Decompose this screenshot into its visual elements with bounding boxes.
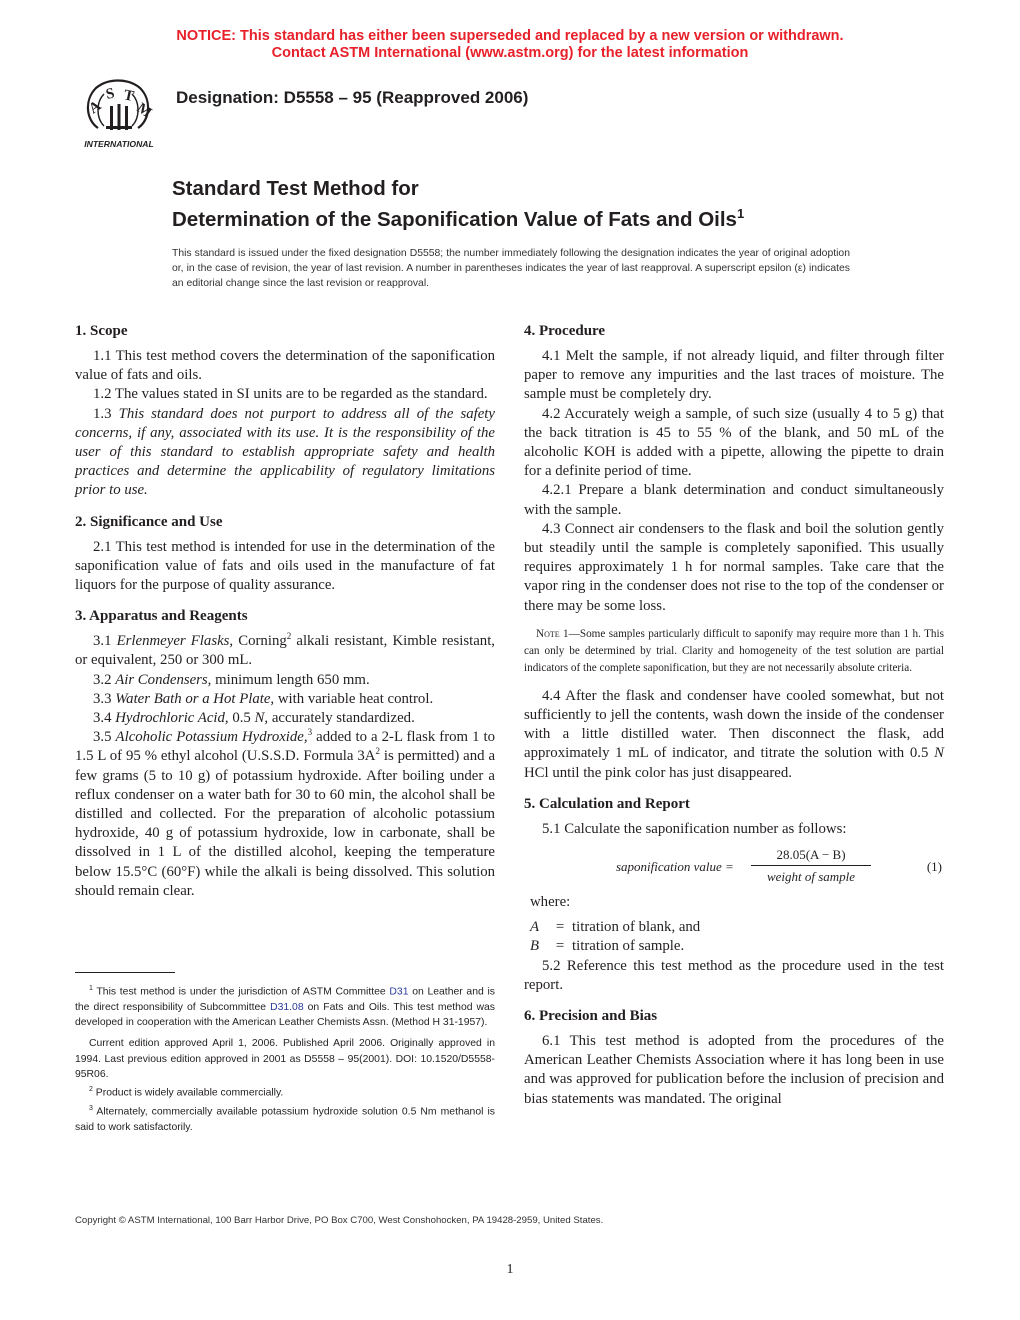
paragraph-3-2-number: 3.2 bbox=[93, 671, 112, 688]
astm-logo-stem bbox=[106, 104, 132, 130]
equation-fraction bbox=[751, 845, 871, 886]
paragraph-3-1-number: 3.1 bbox=[93, 633, 112, 650]
footnote-rule bbox=[75, 972, 175, 973]
paragraph-1-2: 1.2 The values stated in SI units are to be regarded as the standard. bbox=[93, 386, 488, 403]
normality-unit: N, bbox=[254, 710, 269, 727]
symbol-a: A bbox=[530, 919, 540, 936]
paragraph-3-2-text: minimum length 650 mm. bbox=[215, 671, 370, 688]
section-heading-calculation: 5. Calculation and Report bbox=[524, 795, 690, 812]
footnote-1-text-a: This test method is under the jurisdiction of ASTM Committee bbox=[96, 986, 386, 998]
concentration-value: 0.5 bbox=[232, 710, 251, 727]
title-footnote-mark: 1 bbox=[736, 206, 745, 221]
footnote-2-text: Product is widely available commercially. bbox=[95, 1087, 284, 1099]
astm-logo-caption: INTERNATIONAL bbox=[84, 139, 154, 149]
withdrawn-notice bbox=[0, 28, 1020, 62]
paragraph-4-3: 4.3 Connect air condensers to the flask and boil the solution gently but steadily until the sample is completely saponified. This usually requires approximately 1 h for normal samples. Take care that the vapor ring in the condenser does not rise to the top of the condenser or there may be some loss. bbox=[524, 520, 944, 614]
footnote-2 bbox=[75, 1082, 495, 1101]
paragraph-3-2 bbox=[75, 671, 495, 690]
title-line-2-text: Determination of the Saponification Value of Fats and Oils bbox=[172, 207, 737, 231]
term-alcoholic-potassium-hydroxide: Alcoholic Potassium Hydroxide, bbox=[115, 729, 308, 746]
corning-text: Corning bbox=[238, 633, 287, 650]
footnote-ref-2b: 2 bbox=[375, 746, 380, 757]
definition-a bbox=[530, 918, 944, 937]
designation: Designation: D5558 – 95 (Reapproved 2006) bbox=[176, 88, 529, 107]
svg-text:A: A bbox=[86, 97, 105, 118]
copyright: Copyright © ASTM International, 100 Barr Harbor Drive, PO Box C700, West Conshohocken, PA 19428-2959, United States. bbox=[75, 1215, 604, 1226]
paragraph-4-2-1: 4.2.1 Prepare a blank determination and conduct simultaneously with the sample. bbox=[524, 482, 944, 518]
paragraph-4-2: 4.2 Accurately weigh a sample, of such size (usually 4 to 5 g) that the back titration is 45 to 55 % of the blank, and 50 mL of the alcoholic KOH is added with a pipette, allowing the pipette to drain for a definite period of time. bbox=[524, 405, 944, 480]
footnote-1-mark: 1 bbox=[89, 985, 93, 992]
left-column bbox=[75, 322, 495, 901]
paragraph-3-5 bbox=[75, 728, 495, 901]
paragraph-4-4 bbox=[524, 687, 944, 783]
paragraph-4-1: 4.1 Melt the sample, if not already liquid, and filter through filter paper to remove any impurities and the last traces of moisture. The sample must be completely dry. bbox=[524, 348, 944, 403]
equation-numerator: 28.05(A − B) bbox=[751, 845, 871, 866]
section-heading-scope: 1. Scope bbox=[75, 323, 128, 339]
definition-b bbox=[530, 937, 944, 956]
paragraph-3-5-number: 3.5 bbox=[93, 729, 112, 746]
notice-line-1: NOTICE: This standard has either been superseded and replaced by a new version or withdrawn. bbox=[176, 28, 844, 44]
note-1 bbox=[524, 626, 944, 677]
definition-b-text: titration of sample. bbox=[572, 938, 685, 955]
term-air-condensers: Air Condensers, bbox=[115, 671, 212, 688]
paragraph-1-3-text: This standard does not purport to address all of the safety concerns, if any, associated with its use. It is the responsibility of the user of this standard to establish appropriate safety and health practices and determine the applicability of regulatory limitations prior to use. bbox=[75, 405, 495, 499]
term-hydrochloric-acid: Hydrochloric Acid, bbox=[115, 710, 229, 727]
paragraph-6-1: 6.1 This test method is adopted from the procedures of the American Leather Chemists Association where it has long been in use and was approved for publication before the inclusion of precision and bias statements was mandated. The original bbox=[524, 1033, 944, 1107]
note-1-label: Note 1 bbox=[536, 627, 569, 640]
paragraph-1-3-number: 1.3 bbox=[93, 405, 112, 422]
equation-denominator: weight of sample bbox=[766, 869, 856, 885]
equation-number: (1) bbox=[926, 859, 942, 875]
note-1-text: —Some samples particularly difficult to saponify may require more than 1 h. This can only be determined by trial. Clarity and homogeneity of the test solution are partial indicators of the complete saponification, but they are not necessarily absolute criteria. bbox=[524, 627, 944, 674]
paragraph-1-3 bbox=[75, 405, 495, 501]
paragraph-2-1: 2.1 This test method is intended for use in the determination of the saponification value of fats and oils used in the manufacture of fat liquors for the purpose of quality assurance. bbox=[75, 538, 495, 594]
equation-1 bbox=[524, 845, 944, 889]
committee-d31-link[interactable]: D31 bbox=[389, 986, 409, 998]
paragraph-5-1: 5.1 Calculate the saponification number as follows: bbox=[542, 820, 847, 837]
where-label: where: bbox=[530, 894, 571, 911]
svg-text:T: T bbox=[122, 87, 136, 105]
footnote-1-text-b: on Leather and is the direct responsibility of Subcommittee bbox=[75, 986, 495, 1013]
paragraph-3-4-text: accurately standardized. bbox=[271, 710, 415, 727]
paragraph-1-1: 1.1 This test method covers the determination of the saponification value of fats and oils. bbox=[75, 348, 495, 384]
footnote-ref-2: 2 bbox=[286, 631, 292, 642]
paragraph-5-2: 5.2 Reference this test method as the procedure used in the test report. bbox=[524, 957, 944, 993]
section-heading-apparatus: 3. Apparatus and Reagents bbox=[75, 608, 248, 625]
term-water-bath: Water Bath or a Hot Plate, bbox=[115, 690, 275, 707]
equation-lhs: saponification value = bbox=[616, 859, 734, 875]
subcommittee-d31-08-link[interactable]: D31.08 bbox=[270, 1001, 304, 1013]
paragraph-3-3-text: with variable heat control. bbox=[277, 690, 434, 707]
symbol-b: B bbox=[530, 938, 540, 955]
paragraph-3-5-text-a: added to a 2-L flask from 1 to 1.5 L of 95 % ethyl alcohol (U.S.S.D. Formula 3A bbox=[75, 729, 496, 765]
preamble: This standard is issued under the fixed designation D5558; the number immediately following the designation indicates the year of original adoption or, in the case of revision, the year of last revision. A number in parentheses indicates the year of last reapproval. A superscript epsilon (ε) indicates an editorial change since the last revision or reapproval. bbox=[172, 248, 850, 289]
paragraph-3-4-number: 3.4 bbox=[93, 710, 112, 727]
equals-sign-a: = bbox=[555, 919, 565, 936]
footnotes bbox=[75, 981, 495, 1135]
variable-definitions bbox=[530, 918, 944, 956]
paragraph-3-5-text-b: is permitted) and a few grams (5 to 10 g) of potassium hydroxide. After boiling under a reflux condenser on a water bath for 30 to 60 min, the alcohol shall be distilled and collected. For the preparation of alcoholic potassium hydroxide, 40 g of potassium hydroxide, low in carbonate, shall be dissolved in 1 L of the distilled alcohol, keeping the temperature below 15.5°C (60°F) while the alkali is being dissolved. This solution should remain clear. bbox=[75, 748, 496, 899]
footnote-ref-3: 3 bbox=[307, 727, 313, 738]
svg-text:S: S bbox=[104, 85, 116, 103]
paragraph-3-1-text: alkali resistant, Kimble resistant, or equivalent, 250 or 300 mL. bbox=[75, 633, 496, 669]
title-line-1: Standard Test Method for bbox=[172, 177, 419, 200]
footnote-3-mark: 3 bbox=[89, 1105, 93, 1113]
normality-unit-2: N bbox=[934, 745, 944, 762]
term-erlenmeyer-flasks: Erlenmeyer Flasks, bbox=[116, 633, 234, 650]
equals-sign-b: = bbox=[555, 938, 565, 955]
paragraph-3-3-number: 3.3 bbox=[93, 690, 112, 707]
footnote-3-text: Alternately, commercially available potassium hydroxide solution 0.5 Nm methanol is said to work satisfactorily. bbox=[75, 1106, 495, 1133]
document-title bbox=[172, 176, 744, 232]
footnote-1 bbox=[75, 981, 495, 1030]
title-line-2 bbox=[172, 201, 744, 232]
footnote-3 bbox=[75, 1101, 495, 1135]
page-number: 1 bbox=[506, 1262, 514, 1277]
paragraph-3-1 bbox=[75, 632, 495, 670]
paragraph-3-4 bbox=[75, 709, 495, 728]
svg-text:M: M bbox=[133, 100, 155, 122]
footnote-1-text-c: on Fats and Oils. This test method was developed in cooperation with the American Leather Chemists Assn. (Method H 31-1957). bbox=[75, 1001, 496, 1029]
notice-line-2: Contact ASTM International (www.astm.org) for the latest information bbox=[271, 45, 749, 61]
paragraph-4-4-text-a: 4.4 After the flask and condenser have cooled somewhat, but not sufficiently to jell the contents, wash down the inside of the condenser with a little distilled water. Then disconnect the flask, add approximately 1 mL of indicator, and titrate the solution with 0.5 bbox=[524, 687, 944, 762]
footnote-2-mark: 2 bbox=[89, 1086, 93, 1094]
section-heading-precision: 6. Precision and Bias bbox=[524, 1008, 658, 1025]
astm-logo bbox=[76, 76, 162, 152]
paragraph-3-3 bbox=[75, 690, 495, 709]
definition-a-text: titration of blank, and bbox=[572, 919, 701, 936]
section-heading-procedure: 4. Procedure bbox=[524, 323, 606, 339]
section-heading-significance: 2. Significance and Use bbox=[75, 513, 223, 530]
right-column bbox=[524, 322, 944, 1109]
paragraph-4-4-text-b: HCl until the pink color has just disappeared. bbox=[524, 764, 792, 781]
footnote-1-edition: Current edition approved April 1, 2006. Published April 2006. Originally approved in 1994. Last previous edition approved in 2001 as D5558 – 95(2001). DOI: 10.1520/D5558-95R06. bbox=[75, 1038, 495, 1080]
